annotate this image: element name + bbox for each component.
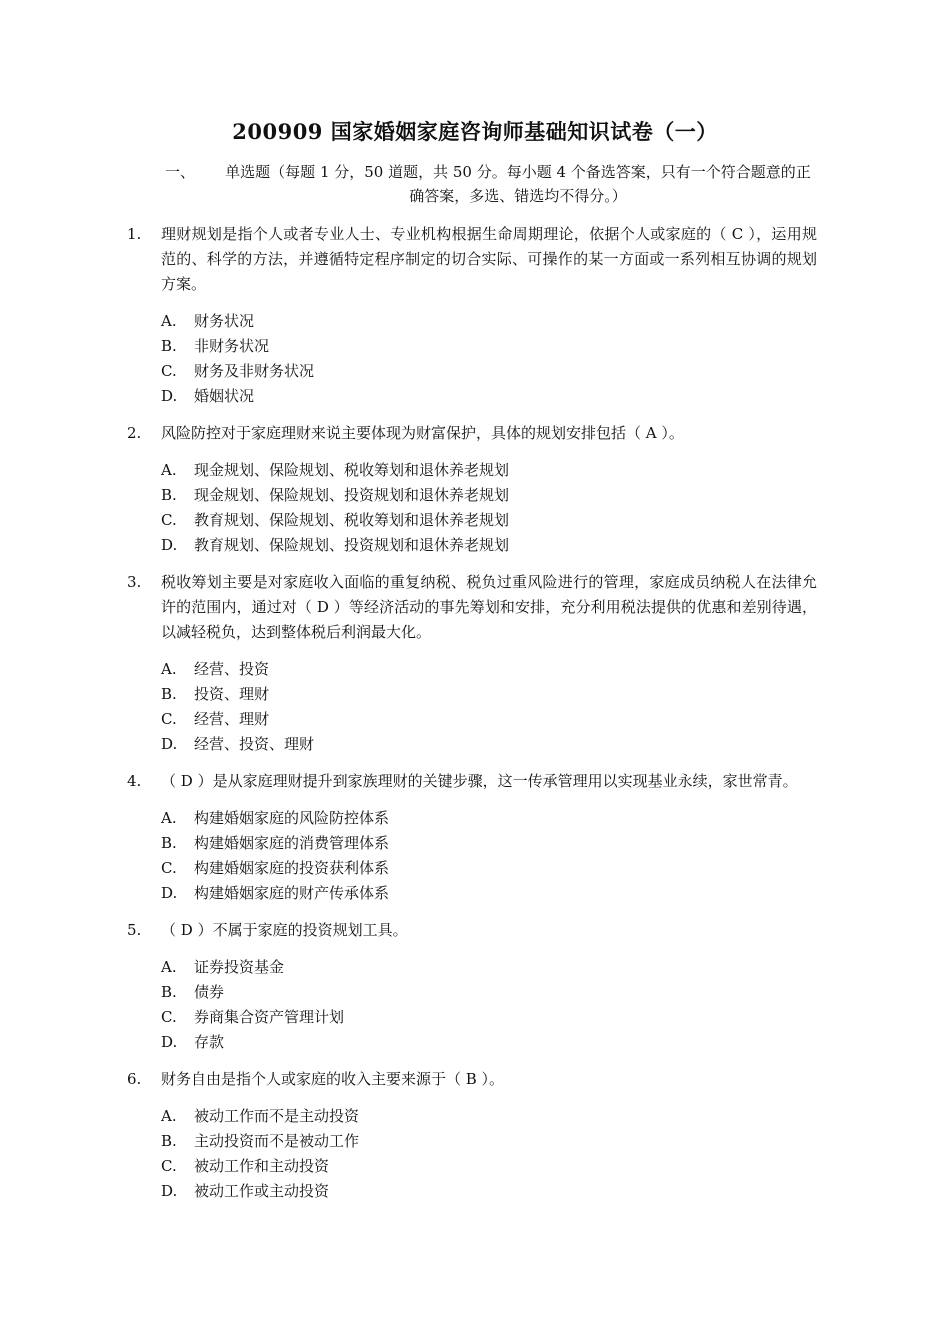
option-letter: A. xyxy=(161,312,177,330)
question-number: 1. xyxy=(127,225,142,243)
option-text: 构建婚姻家庭的投资获利体系 xyxy=(194,859,390,877)
option-letter: A. xyxy=(161,660,177,678)
option-letter: C. xyxy=(161,511,177,529)
option-text: 构建婚姻家庭的财产传承体系 xyxy=(194,884,390,902)
option-letter: D. xyxy=(161,884,178,902)
option-a xyxy=(161,458,817,483)
option-letter: A. xyxy=(161,461,177,479)
option-text: 券商集合资产管理计划 xyxy=(194,1008,345,1026)
option-text: 经营、理财 xyxy=(194,710,270,728)
option-list xyxy=(161,955,817,1055)
option-text: 经营、投资、理财 xyxy=(194,735,315,753)
option-text: 证券投资基金 xyxy=(194,958,285,976)
option-b xyxy=(161,831,817,856)
option-letter: A. xyxy=(161,809,177,827)
option-letter: D. xyxy=(161,536,178,554)
option-text: 债券 xyxy=(194,983,225,1001)
option-c xyxy=(161,707,817,732)
question-stem: 税收筹划主要是对家庭收入面临的重复纳税、税负过重风险进行的管理，家庭成员纳税人在法律允许的范围内，通过对（ D ）等经济活动的事先筹划和安排，充分利用税法提供的优惠和差别待遇，以减轻税负，达到整体税后利润最大化。 xyxy=(161,573,817,641)
option-a xyxy=(161,1104,817,1129)
option-text: 存款 xyxy=(194,1033,225,1051)
question-number: 5. xyxy=(127,921,142,939)
option-text: 被动工作和主动投资 xyxy=(194,1157,330,1175)
option-d xyxy=(161,881,817,906)
question-stem: 风险防控对于家庭理财来说主要体现为财富保护，具体的规划安排包括（ A ）。 xyxy=(161,424,684,442)
question-3 xyxy=(127,570,817,757)
option-text: 财务状况 xyxy=(194,312,255,330)
option-c xyxy=(161,1154,817,1179)
question-number: 4. xyxy=(127,772,142,790)
option-b xyxy=(161,334,817,359)
question-2 xyxy=(127,421,817,558)
option-b xyxy=(161,980,817,1005)
section-header xyxy=(165,160,815,208)
option-a xyxy=(161,309,817,334)
option-letter: B. xyxy=(161,834,177,852)
option-c xyxy=(161,856,817,881)
option-list xyxy=(161,1104,817,1204)
option-text: 教育规划、保险规划、投资规划和退休养老规划 xyxy=(194,536,510,554)
option-letter: B. xyxy=(161,685,177,703)
option-text: 被动工作或主动投资 xyxy=(194,1182,330,1200)
question-5 xyxy=(127,918,817,1055)
option-text: 婚姻状况 xyxy=(194,387,255,405)
option-c xyxy=(161,1005,817,1030)
option-text: 现金规划、保险规划、税收筹划和退休养老规划 xyxy=(194,461,510,479)
question-number: 2. xyxy=(127,424,142,442)
option-letter: A. xyxy=(161,958,177,976)
option-text: 财务及非财务状况 xyxy=(194,362,315,380)
option-text: 构建婚姻家庭的消费管理体系 xyxy=(194,834,390,852)
option-letter: C. xyxy=(161,362,177,380)
option-text: 经营、投资 xyxy=(194,660,270,678)
option-letter: B. xyxy=(161,1132,177,1150)
page-title: 200909 国家婚姻家庭咨询师基础知识试卷（一） xyxy=(232,119,718,144)
option-list xyxy=(161,806,817,906)
option-letter: D. xyxy=(161,1182,178,1200)
option-letter: C. xyxy=(161,710,177,728)
option-text: 现金规划、保险规划、投资规划和退休养老规划 xyxy=(194,486,510,504)
option-b xyxy=(161,1129,817,1154)
option-text: 非财务状况 xyxy=(194,337,270,355)
option-d xyxy=(161,1179,817,1204)
option-letter: D. xyxy=(161,735,178,753)
option-text: 被动工作而不是主动投资 xyxy=(194,1107,360,1125)
option-list xyxy=(161,657,817,757)
option-letter: C. xyxy=(161,859,177,877)
option-text: 构建婚姻家庭的风险防控体系 xyxy=(194,809,390,827)
option-letter: D. xyxy=(161,387,178,405)
question-list xyxy=(127,222,817,1216)
option-letter: C. xyxy=(161,1157,177,1175)
question-stem: 理财规划是指个人或者专业人士、专业机构根据生命周期理论，依据个人或家庭的（ C ），运用规范的、科学的方法，并遵循特定程序制定的切合实际、可操作的某一方面或一系列相互协调的规划方案。 xyxy=(161,225,817,293)
option-letter: B. xyxy=(161,486,177,504)
option-list xyxy=(161,458,817,558)
section-instructions: 单选题（每题 1 分，50 道题，共 50 分。每小题 4 个备选答案，只有一个符合题意的正确答案，多选、错选均不得分。） xyxy=(225,163,811,205)
question-stem: （ D ）不属于家庭的投资规划工具。 xyxy=(161,921,408,939)
option-text: 主动投资而不是被动工作 xyxy=(194,1132,360,1150)
option-c xyxy=(161,359,817,384)
option-d xyxy=(161,732,817,757)
option-d xyxy=(161,384,817,409)
question-6 xyxy=(127,1067,817,1204)
option-list xyxy=(161,309,817,409)
section-number: 一、 xyxy=(165,163,196,181)
option-a xyxy=(161,806,817,831)
option-text: 教育规划、保险规划、税收筹划和退休养老规划 xyxy=(194,511,510,529)
option-a xyxy=(161,955,817,980)
option-letter: C. xyxy=(161,1008,177,1026)
question-1 xyxy=(127,222,817,409)
option-b xyxy=(161,483,817,508)
option-letter: A. xyxy=(161,1107,177,1125)
question-4 xyxy=(127,769,817,906)
option-c xyxy=(161,508,817,533)
option-text: 投资、理财 xyxy=(194,685,270,703)
question-number: 3. xyxy=(127,573,142,591)
option-letter: B. xyxy=(161,337,177,355)
option-b xyxy=(161,682,817,707)
option-letter: B. xyxy=(161,983,177,1001)
option-d xyxy=(161,533,817,558)
option-a xyxy=(161,657,817,682)
question-stem: （ D ）是从家庭理财提升到家族理财的关键步骤，这一传承管理用以实现基业永续，家世常青。 xyxy=(161,772,798,790)
question-number: 6. xyxy=(127,1070,142,1088)
option-d xyxy=(161,1030,817,1055)
question-stem: 财务自由是指个人或家庭的收入主要来源于（ B ）。 xyxy=(161,1070,505,1088)
option-letter: D. xyxy=(161,1033,178,1051)
